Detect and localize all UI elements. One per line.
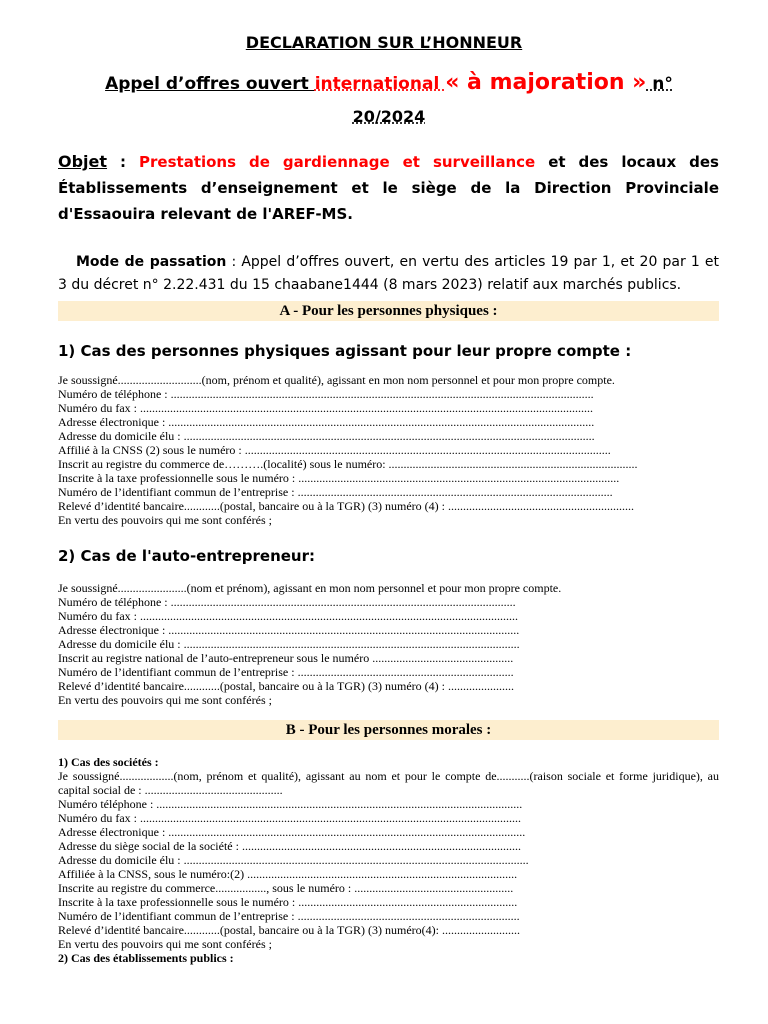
form-line: Inscrite à la taxe professionnelle sous le numéro : ...........................................................................................................: [58, 471, 620, 485]
form-line: En vertu des pouvoirs qui me sont conférés ;: [58, 513, 272, 527]
form-line: Je soussigné.......................(nom et prénom), agissant en mon nom personnel et pour mon propre compte.: [58, 581, 562, 595]
tender-international: international: [314, 74, 446, 94]
mode-text: : Appel d’offres ouvert, en vertu des articles 19 par 1, et 20 par 1 et 3 du décret n° 2.22.431 du 15 chaabane1444 (8 mars 2023) relatif aux marchés publics.: [58, 254, 719, 293]
section-b-case1-heading: 1) Cas des sociétés :: [58, 755, 159, 769]
objet-rest: et des locaux des Établissements d’enseignement et le siège de la Direction Provinciale d'Essaouira relevant de l'AREF-MS.: [58, 153, 719, 223]
section-a-band: A - Pour les personnes physiques :: [58, 301, 719, 321]
form-line: Numéro de l’identifiant commun de l’entreprise : .........................................................................................................: [58, 485, 613, 499]
form-line: Adresse électronique : .......................................................................................................................: [58, 825, 526, 839]
section-a-case1-fields: [58, 373, 719, 527]
form-line: Inscrite au registre du commerce................., sous le numéro : .....................................................: [58, 881, 514, 895]
form-line: Adresse du siège social de la société : .............................................................................................: [58, 839, 521, 853]
form-line: Numéro téléphone : ..........................................................................................................................: [58, 797, 523, 811]
form-line: Je soussigné............................(nom, prénom et qualité), agissant en mon nom personnel et pour mon propre compte.: [58, 373, 615, 387]
tender-number: 20/2024: [352, 107, 426, 126]
form-line: Inscrit au registre du commerce de……….(localité) sous le numéro: ...................................................................................: [58, 457, 638, 471]
section-b-case2-heading: 2) Cas des établissements publics :: [58, 951, 234, 965]
objet-colon: :: [107, 153, 140, 171]
form-line: Relevé d’identité bancaire............(postal, bancaire ou à la TGR) (3) numéro (4) : ......................: [58, 679, 514, 693]
form-line: Inscrite à la taxe professionnelle sous le numéro : .........................................................................: [58, 895, 518, 909]
form-line: Adresse du domicile élu : ................................................................................................................: [58, 637, 520, 651]
form-line: En vertu des pouvoirs qui me sont conférés ;: [58, 693, 272, 707]
form-line: Numéro du fax : .......................................................................................................................................................: [58, 401, 593, 415]
form-line: Adresse électronique : .....................................................................................................................: [58, 623, 520, 637]
mode-label: Mode de passation: [76, 254, 227, 270]
mode-paragraph: [58, 251, 719, 297]
section-a-case2-heading: 2) Cas de l'auto-entrepreneur:: [58, 547, 315, 565]
form-line: Numéro du fax : ..............................................................................................................................: [58, 609, 518, 623]
form-line: Numéro de l’identifiant commun de l’entreprise : ..........................................................................: [58, 909, 520, 923]
tender-type: Appel d’offres ouvert: [105, 74, 315, 94]
form-line: Inscrit au registre national de l’auto-entrepreneur sous le numéro ...............................................: [58, 651, 514, 665]
form-line: Relevé d’identité bancaire............(postal, bancaire ou à la TGR) (3) numéro (4) : ..............................................................: [58, 499, 634, 513]
form-line: Adresse du domicile élu : .........................................................................................................................................: [58, 429, 595, 443]
form-line: Relevé d’identité bancaire............(postal, bancaire ou à la TGR) (3) numéro(4): ..........................: [58, 923, 520, 937]
form-line: Numéro de l’identifiant commun de l’entreprise : ........................................................................: [58, 665, 514, 679]
objet-label: Objet: [58, 152, 108, 171]
form-line: Affiliée à la CNSS, sous le numéro:(2) ..........................................................................................: [58, 867, 518, 881]
tender-number-label: n°: [646, 74, 673, 94]
form-line: Numéro du fax : ...............................................................................................................................: [58, 811, 521, 825]
form-line: Numéro de téléphone : ...................................................................................................................: [58, 595, 516, 609]
form-line: Affilié à la CNSS (2) sous le numéro : ..........................................................................................................................: [58, 443, 611, 457]
form-line: Adresse du domicile élu : ...................................................................................................................: [58, 853, 529, 867]
objet-paragraph: [58, 149, 719, 227]
tender-title-line1: [0, 70, 768, 95]
section-a-case2-fields: [58, 581, 719, 707]
objet-red-text: Prestations de gardiennage et surveillance: [139, 153, 536, 171]
form-line: En vertu des pouvoirs qui me sont conférés ;: [58, 937, 272, 951]
section-b-band: B - Pour les personnes morales :: [58, 720, 719, 740]
form-line: Adresse électronique : ..............................................................................................................................................: [58, 415, 595, 429]
tender-majoration: « à majoration »: [445, 70, 647, 95]
section-a-case1-heading: 1) Cas des personnes physiques agissant pour leur propre compte :: [58, 342, 632, 360]
document-title: DECLARATION SUR L’HONNEUR: [245, 33, 523, 52]
section-b-case1-fields: [58, 755, 719, 965]
form-line: Numéro de téléphone : .............................................................................................................................................: [58, 387, 594, 401]
form-intro: Je soussigné..................(nom, prénom et qualité), agissant au nom et pour le compte de...........(raison sociale et forme juridique), au capital social de : ..............................................: [58, 769, 719, 797]
